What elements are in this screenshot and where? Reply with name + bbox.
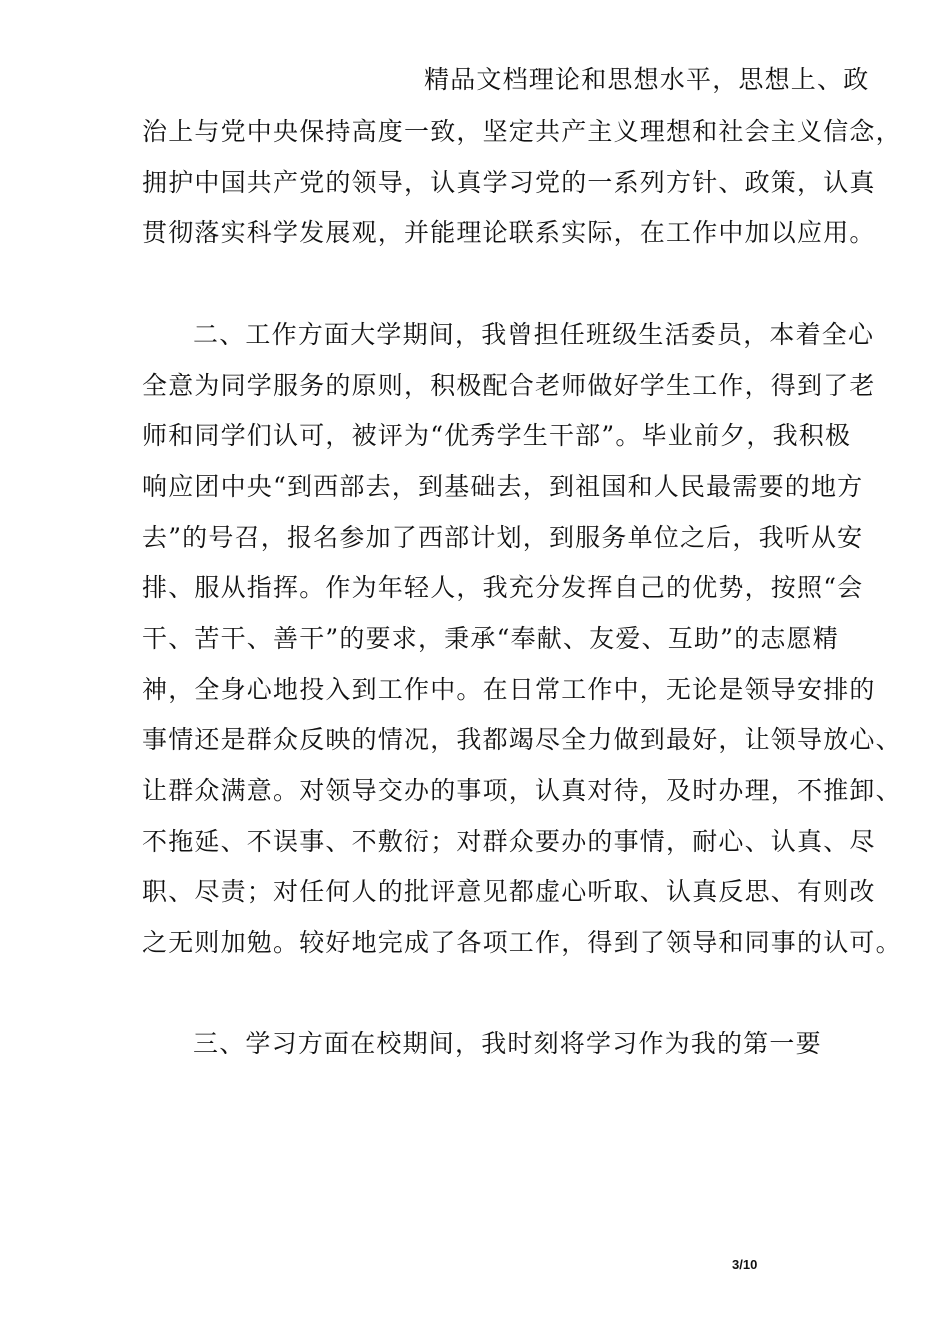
paragraph-2-line-1: 二、工作方面大学期间，我曾担任班级生活委员，本着全心 — [193, 320, 875, 349]
paragraph-2-line-3: 师和同学们认可，被评为“优秀学生干部”。毕业前夕，我积极 — [142, 421, 852, 450]
paragraph-2-line-6: 排、服从指挥。作为年轻人，我充分发挥自己的优势，按照“会 — [142, 573, 864, 602]
paragraph-3-line-1: 三、学习方面在校期间，我时刻将学习作为我的第一要 — [193, 1029, 822, 1058]
paragraph-1-line-2: 治上与党中央保持高度一致，坚定共产主义理想和社会主义信念， — [142, 117, 902, 146]
paragraph-2-line-5: 去”的号召，报名参加了西部计划，到服务单位之后，我听从安 — [142, 523, 864, 552]
paragraph-2-line-12: 职、尽责；对任何人的批评意见都虚心听取、认真反思、有则改 — [142, 877, 876, 906]
paragraph-2-line-2: 全意为同学服务的原则，积极配合老师做好学生工作，得到了老 — [142, 371, 876, 400]
paragraph-2-line-4: 响应团中央“到西部去，到基础去，到祖国和人民最需要的地方 — [142, 472, 864, 501]
paragraph-1-line-4: 贯彻落实科学发展观，并能理论联系实际，在工作中加以应用。 — [142, 218, 876, 247]
paragraph-2-line-11: 不拖延、不误事、不敷衍；对群众要办的事情，耐心、认真、尽 — [142, 827, 876, 856]
paragraph-1-line-3: 拥护中国共产党的领导，认真学习党的一系列方针、政策，认真 — [142, 168, 876, 197]
paragraph-2-line-9: 事情还是群众反映的情况，我都竭尽全力做到最好，让领导放心、 — [142, 725, 902, 754]
page-number: 3/10 — [732, 1257, 758, 1272]
paragraph-2-line-10: 让群众满意。对领导交办的事项，认真对待，及时办理，不推卸、 — [142, 776, 902, 805]
paragraph-1-line-1: 精品文档理论和思想水平，思想上、政 — [424, 65, 870, 94]
paragraph-2-line-8: 神，全身心地投入到工作中。在日常工作中，无论是领导安排的 — [142, 675, 876, 704]
paragraph-2-line-7: 干、苦干、善干”的要求，秉承“奉献、友爱、互助”的志愿精 — [142, 624, 839, 653]
paragraph-2-line-13: 之无则加勉。较好地完成了各项工作，得到了领导和同事的认可。 — [142, 928, 902, 957]
